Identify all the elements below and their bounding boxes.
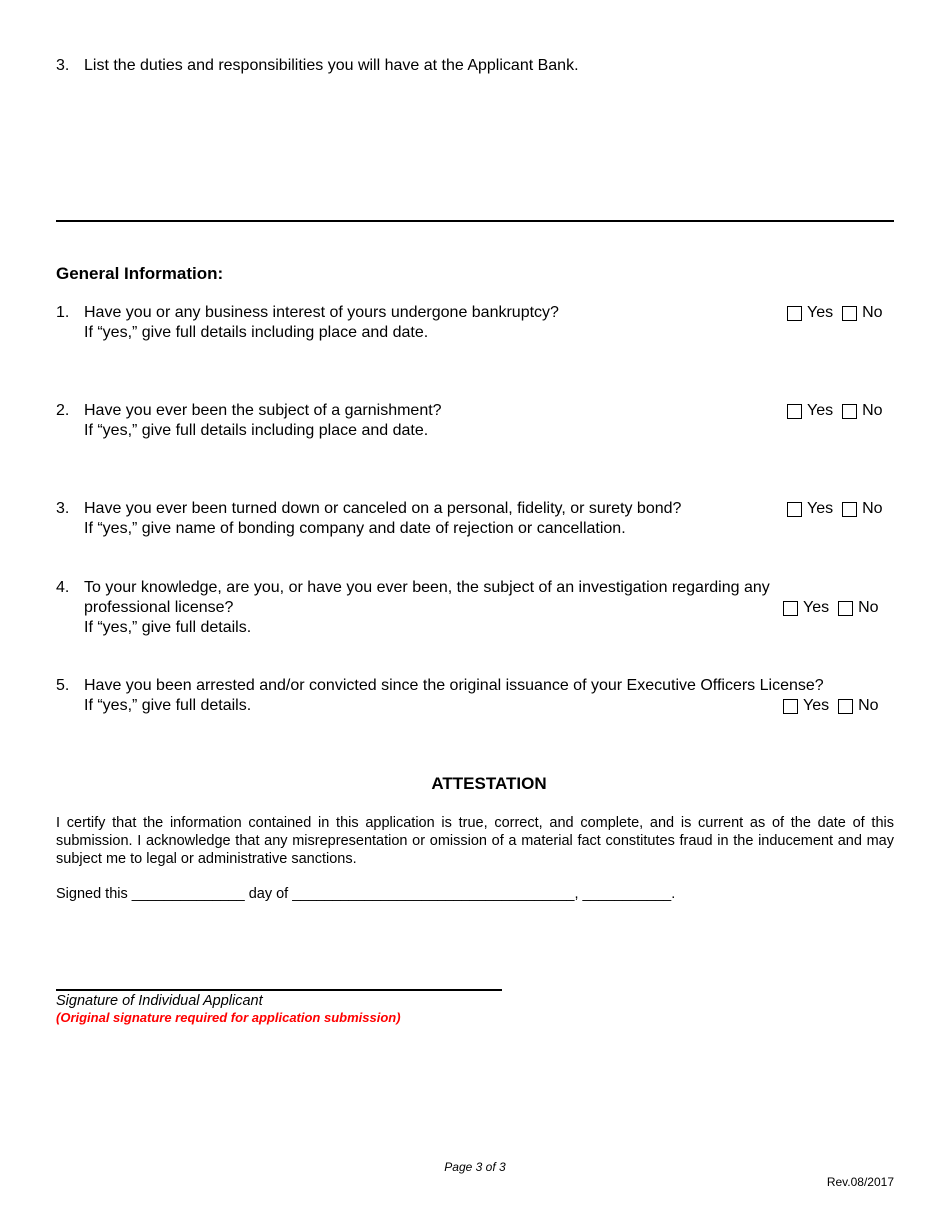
question-3-answer bbox=[787, 499, 883, 519]
question-4-yes-label: Yes bbox=[803, 599, 830, 616]
question-4-text bbox=[84, 578, 770, 638]
question-1-line1: Have you or any business interest of yours undergone bankruptcy? bbox=[84, 304, 559, 321]
question-5-no-checkbox[interactable] bbox=[838, 699, 853, 714]
question-1-number: 1. bbox=[56, 304, 70, 321]
question-4-line3: If “yes,” give full details. bbox=[84, 619, 252, 636]
question-5-line1: Have you been arrested and/or convicted since the original issuance of your Executive Officers License? bbox=[84, 677, 824, 694]
question-2-line1: Have you ever been the subject of a garnishment? bbox=[84, 402, 442, 419]
question-2-no-label: No bbox=[862, 402, 883, 419]
duties-number: 3. bbox=[56, 57, 70, 74]
section-divider bbox=[56, 220, 894, 222]
question-2-yes-label: Yes bbox=[807, 402, 834, 419]
duties-question: List the duties and responsibilities you will have at the Applicant Bank. bbox=[84, 57, 579, 74]
question-2-no-checkbox[interactable] bbox=[842, 404, 857, 419]
question-4-no-checkbox[interactable] bbox=[838, 601, 853, 616]
question-1-no-checkbox[interactable] bbox=[842, 306, 857, 321]
page-number: Page 3 of 3 bbox=[444, 1160, 506, 1174]
question-4-no-label: No bbox=[858, 599, 879, 616]
question-4-number: 4. bbox=[56, 579, 70, 596]
general-information-heading: General Information: bbox=[56, 264, 224, 283]
question-3-no-label: No bbox=[862, 500, 883, 517]
question-3-number: 3. bbox=[56, 500, 70, 517]
question-3-yes-label: Yes bbox=[807, 500, 834, 517]
question-2-answer bbox=[787, 401, 883, 421]
question-1-answer bbox=[787, 303, 883, 323]
question-1-no-label: No bbox=[862, 304, 883, 321]
revision-date: Rev.08/2017 bbox=[826, 1175, 894, 1189]
signature-label: Signature of Individual Applicant bbox=[56, 993, 263, 1009]
question-2-yes-checkbox[interactable] bbox=[787, 404, 802, 419]
question-4-yes-checkbox[interactable] bbox=[783, 601, 798, 616]
question-5-yes-checkbox[interactable] bbox=[783, 699, 798, 714]
question-2-number: 2. bbox=[56, 402, 70, 419]
question-2-text bbox=[84, 401, 442, 441]
signature-note: (Original signature required for application submission) bbox=[56, 1010, 401, 1025]
question-5-text bbox=[84, 676, 824, 716]
question-3-no-checkbox[interactable] bbox=[842, 502, 857, 517]
question-3-line2: If “yes,” give name of bonding company and date of rejection or cancellation. bbox=[84, 520, 626, 537]
signature-line[interactable] bbox=[56, 989, 502, 991]
question-3-text bbox=[84, 499, 681, 539]
signed-date-line[interactable]: Signed this ______________ day of ___________________________________, ___________. bbox=[56, 886, 676, 902]
attestation-title: ATTESTATION bbox=[431, 774, 547, 793]
question-1-line2: If “yes,” give full details including place and date. bbox=[84, 324, 429, 341]
question-5-answer bbox=[783, 696, 879, 716]
question-1-yes-label: Yes bbox=[807, 304, 834, 321]
question-4-line2: professional license? bbox=[84, 599, 234, 616]
question-5-number: 5. bbox=[56, 677, 70, 694]
question-1-yes-checkbox[interactable] bbox=[787, 306, 802, 321]
question-3-line1: Have you ever been turned down or canceled on a personal, fidelity, or surety bond? bbox=[84, 500, 682, 517]
question-5-yes-label: Yes bbox=[803, 697, 830, 714]
question-5-line2: If “yes,” give full details. bbox=[84, 697, 252, 714]
question-3-yes-checkbox[interactable] bbox=[787, 502, 802, 517]
attestation-statement: I certify that the information contained in this application is true, correct, and complete, and is current as of the date of this submission. I acknowledge that any misrepresentation or omission of a material fact constitutes fraud in the inducement and may subject me to legal or administrative sanctions. bbox=[56, 815, 894, 867]
question-2-line2: If “yes,” give full details including place and date. bbox=[84, 422, 429, 439]
question-5-no-label: No bbox=[858, 697, 879, 714]
question-1-text bbox=[84, 303, 559, 343]
question-4-line1: To your knowledge, are you, or have you ever been, the subject of an investigation regarding any bbox=[84, 579, 770, 596]
question-4-answer bbox=[783, 598, 879, 618]
